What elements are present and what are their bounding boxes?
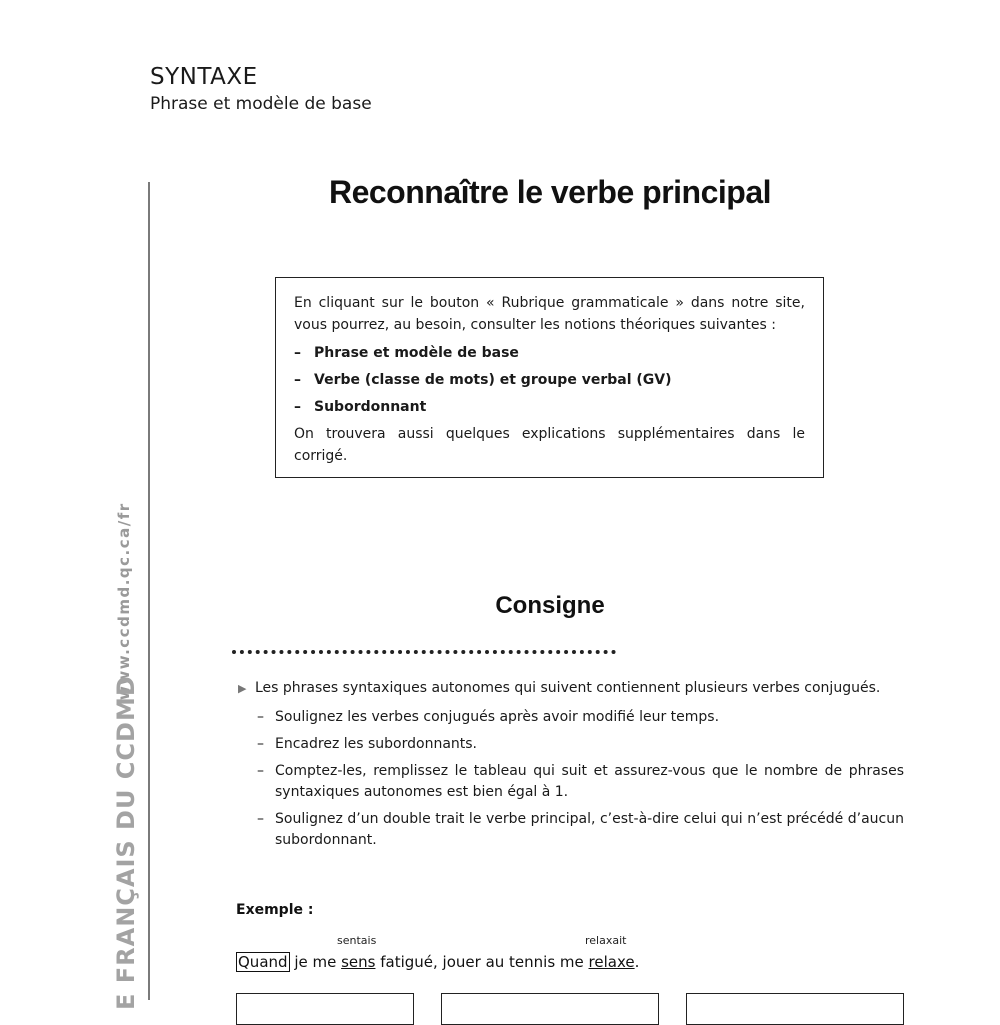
triangle-bullet-icon: ▶: [238, 682, 247, 695]
underlined-verb: relaxe: [588, 953, 635, 971]
page-title: Reconnaître le verbe principal: [328, 174, 772, 210]
sidebar-brand: E FRANÇAIS DU CCDMD: [112, 675, 140, 1010]
instruction-step: – Comptez-les, remplissez le tableau qui suit et assurez-vous que le nombre de phrases syntaxiques autonomes est bien égal à 1.: [257, 763, 904, 800]
boxed-subordinant: Quand: [238, 953, 288, 971]
section-subtitle: Phrase et modèle de base: [150, 94, 372, 114]
notion-item: – Verbe (classe de mots) et groupe verbal (GV): [294, 372, 672, 388]
instruction-step: – Soulignez les verbes conjugués après avoir modifié leur temps.: [257, 709, 720, 725]
notion-item: – Phrase et modèle de base: [294, 345, 519, 361]
instruction-lead-text: Les phrases syntaxiques autonomes qui suivent contiennent plusieurs verbes conjugués.: [255, 680, 881, 696]
notion-label: Phrase et modèle de base: [314, 345, 519, 361]
info-box: [275, 277, 824, 478]
instructions: [238, 678, 904, 857]
consigne-heading: Consigne: [495, 592, 605, 619]
notion-label: Verbe (classe de mots) et groupe verbal (GV): [314, 372, 672, 388]
example-annotation: relaxait: [585, 934, 627, 947]
table-cell-box: [441, 993, 659, 1025]
notion-label: Subordonnant: [314, 399, 427, 415]
example-label: Exemple :: [236, 902, 314, 918]
table-cell-box: [236, 993, 414, 1025]
info-outro: On trouvera aussi quelques explications supplémentaires dans le corrigé.: [294, 426, 805, 464]
instruction-lead: [238, 678, 904, 699]
margin-divider: [148, 182, 150, 1000]
example-annotation: sentais: [337, 934, 377, 947]
example-sentence: [236, 953, 639, 971]
instruction-steps: [257, 707, 904, 851]
sidebar-url: www.ccdmd.qc.ca/fr: [115, 502, 133, 700]
notion-item: – Subordonnant: [294, 399, 427, 415]
table-cell-box: [686, 993, 904, 1025]
page-header: [150, 64, 372, 114]
dotted-separator: [232, 650, 616, 654]
example-text: .: [634, 953, 640, 971]
notions-list: [294, 342, 805, 418]
instruction-step: – Encadrez les subordonnants.: [257, 736, 478, 752]
info-intro: En cliquant sur le bouton « Rubrique grammaticale » dans notre site, vous pourrez, au besoin, consulter les notions théoriques suivantes :: [294, 295, 805, 333]
section-label: SYNTAXE: [150, 64, 258, 90]
instruction-step: – Soulignez d’un double trait le verbe principal, c’est-à-dire celui qui n’est précédé d’aucun subordonnant.: [257, 811, 904, 848]
example-text: fatigué, jouer au tennis me: [375, 953, 589, 971]
underlined-verb: sens: [341, 953, 376, 971]
example-text: je me: [289, 953, 342, 971]
